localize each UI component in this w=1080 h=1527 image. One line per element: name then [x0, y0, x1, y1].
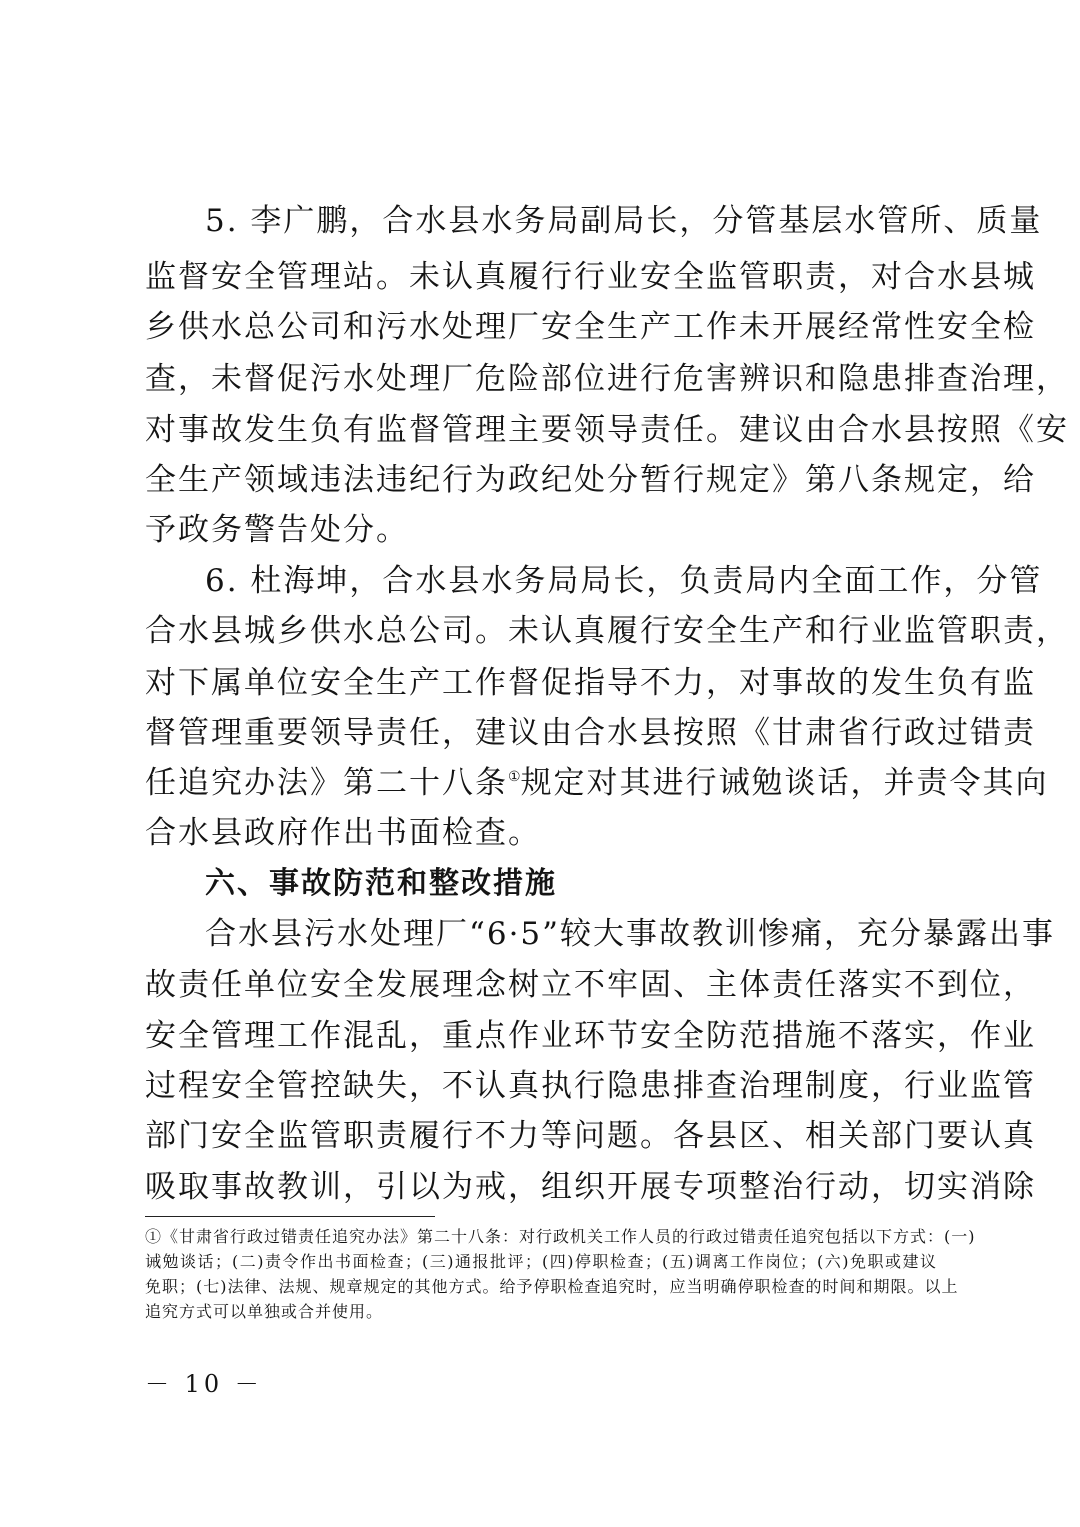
- paragraph-5-line-2: 监督安全管理站。未认真履行行业安全监管职责，对合水县城: [145, 259, 1036, 295]
- footnote-line-3: 免职；(七)法律、法规、规章规定的其他方式。给予停职检查追究时，应当明确停职检查的时间和期限。以上: [145, 1277, 959, 1296]
- paragraph-6-line-3: 对下属单位安全生产工作督促指导不力，对事故的发生负有监: [145, 665, 1036, 701]
- paragraph-5-line-1: 5. 李广鹏，合水县水务局副局长，分管基层水管所、质量: [205, 203, 1043, 239]
- paragraph-5-line-5: 对事故发生负有监督管理主要领导责任。建议由合水县按照《安: [145, 412, 1069, 448]
- paragraph-7-line-6: 吸取事故教训，引以为戒，组织开展专项整治行动，切实消除: [145, 1169, 1036, 1205]
- paragraph-5-line-3: 乡供水总公司和污水处理厂安全生产工作未开展经常性安全检: [145, 309, 1036, 345]
- paragraph-7-line-4: 过程安全管控缺失，不认真执行隐患排查治理制度，行业监管: [145, 1068, 1036, 1104]
- section-heading: 六、事故防范和整改措施: [205, 866, 557, 901]
- footnote-line-1: ①《甘肃省行政过错责任追究办法》第二十八条：对行政机关工作人员的行政过错责任追究包括以下方式：(一): [145, 1227, 976, 1246]
- paragraph-7-line-1: 合水县污水处理厂“6·5”较大事故教训惨痛，充分暴露出事: [205, 916, 1055, 952]
- footnote-reference: ①: [508, 769, 521, 785]
- footnote-line-2: 诫勉谈话；(二)责令作出书面检查；(三)通报批评；(四)停职检查；(五)调离工作岗位；(六)免职或建议: [145, 1252, 937, 1271]
- paragraph-6-line-4: 督管理重要领导责任，建议由合水县按照《甘肃省行政过错责: [145, 715, 1036, 751]
- page-number: － 10 －: [145, 1370, 263, 1398]
- footnote-line-4: 追究方式可以单独或合并使用。: [145, 1302, 384, 1321]
- paragraph-6-line-5-part-b: 规定对其进行诫勉谈话，并责令其向: [520, 765, 1049, 801]
- paragraph-6-line-5-part-a: 任追究办法》第二十八条: [145, 765, 508, 801]
- paragraph-6-line-6: 合水县政府作出书面检查。: [145, 815, 541, 851]
- paragraph-7-line-3: 安全管理工作混乱，重点作业环节安全防范措施不落实，作业: [145, 1018, 1036, 1054]
- paragraph-5-line-4: 查，未督促污水处理厂危险部位进行危害辨识和隐患排查治理，: [145, 361, 1069, 397]
- footnote-divider: [145, 1216, 435, 1217]
- paragraph-6-line-1: 6. 杜海坤，合水县水务局局长，负责局内全面工作，分管: [205, 563, 1043, 599]
- paragraph-5-line-7: 予政务警告处分。: [145, 512, 409, 548]
- paragraph-6-line-2: 合水县城乡供水总公司。未认真履行安全生产和行业监管职责，: [145, 613, 1069, 649]
- paragraph-5-line-6: 全生产领域违法违纪行为政纪处分暂行规定》第八条规定，给: [145, 462, 1036, 498]
- paragraph-7-line-5: 部门安全监管职责履行不力等问题。各县区、相关部门要认真: [145, 1118, 1036, 1154]
- paragraph-7-line-2: 故责任单位安全发展理念树立不牢固、主体责任落实不到位，: [145, 967, 1036, 1003]
- paragraph-6-line-5: [145, 755, 1049, 811]
